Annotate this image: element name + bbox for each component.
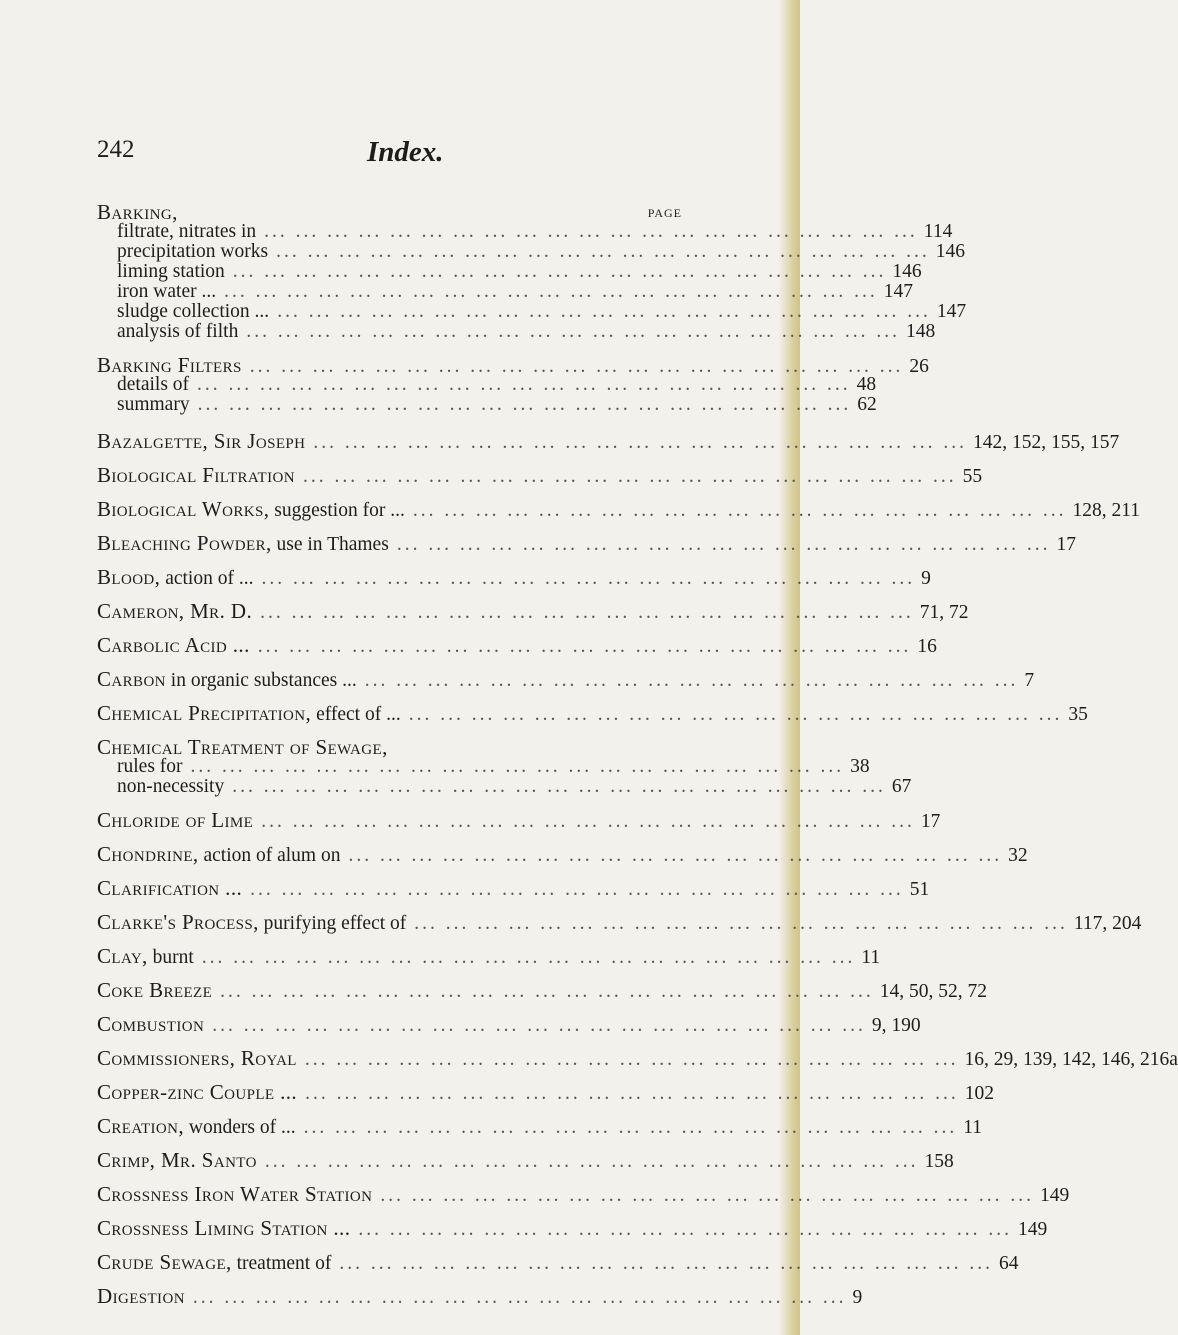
- entry-headword: Biological Works,: [97, 497, 270, 521]
- entry-page-numbers: 16: [917, 636, 937, 657]
- entry-page-numbers: 32: [1008, 845, 1028, 866]
- entry-heading-row: [97, 978, 988, 1002]
- dot-leader: ... ... ... ... ... ... ... ... ... ... ... ... ... ... ... ... ... ... ... ... ...: [264, 1151, 919, 1172]
- page-title: Index.: [367, 136, 444, 168]
- entry-headword: Clarification ...: [97, 876, 243, 900]
- dot-leader: ... ... ... ... ... ... ... ... ... ... ... ... ... ... ... ... ... ... ... ... ...: [224, 281, 878, 302]
- dot-leader: ... ... ... ... ... ... ... ... ... ... ... ... ... ... ... ... ... ... ... ... ...: [408, 704, 1063, 725]
- entry-headword: Combustion: [97, 1012, 205, 1036]
- entry-page-numbers: 35: [1068, 704, 1088, 725]
- entry-page-numbers: 17: [920, 811, 941, 832]
- index-list: [97, 200, 1178, 1308]
- index-entry: [97, 429, 1120, 453]
- index-entry: [97, 944, 881, 968]
- entry-qualifier: use in Thames: [271, 534, 389, 555]
- entry-heading-text: [97, 1014, 212, 1036]
- index-entry: [97, 1080, 994, 1104]
- entry-heading-row: [97, 429, 1120, 453]
- subentry-text: summary: [117, 394, 190, 415]
- entry-heading-row: [97, 1046, 1178, 1070]
- index-entry: [97, 1148, 954, 1172]
- entry-heading-row: [97, 633, 937, 657]
- entry-page-numbers: 17: [1056, 534, 1076, 555]
- entry-page-numbers: 64: [998, 1253, 1019, 1274]
- dot-leader: ... ... ... ... ... ... ... ... ... ... ... ... ... ... ... ... ... ... ... ... ...: [304, 1049, 959, 1070]
- dot-leader: ... ... ... ... ... ... ... ... ... ... ... ... ... ... ... ... ... ... ... ... ...: [276, 241, 930, 262]
- index-entry: [97, 531, 1076, 555]
- index-entry: [97, 599, 969, 623]
- subentry-page-numbers: 146: [935, 241, 965, 262]
- dot-leader: ... ... ... ... ... ... ... ... ... ... ... ... ... ... ... ... ... ... ... ... ...: [339, 1253, 993, 1274]
- entry-headword: Blood,: [97, 565, 161, 589]
- entry-headword: Clay,: [97, 944, 148, 968]
- entry-page-numbers: 149: [1018, 1219, 1048, 1240]
- entry-page-numbers: 11: [963, 1117, 983, 1138]
- entry-headword: Bazalgette, Sir Joseph: [97, 429, 306, 453]
- subentry-text: precipitation works: [117, 241, 269, 262]
- index-entry: [97, 978, 988, 1002]
- entry-heading-text: [97, 1286, 193, 1308]
- index-entry: [97, 910, 1142, 934]
- dot-leader: ... ... ... ... ... ... ... ... ... ... ... ... ... ... ... ... ... ... ... ... ...: [190, 756, 845, 777]
- entry-heading-text: [97, 1048, 305, 1070]
- dot-leader: ... ... ... ... ... ... ... ... ... ... ... ... ... ... ... ... ... ... ... ... ...: [212, 1015, 866, 1036]
- dot-leader: ... ... ... ... ... ... ... ... ... ... ... ... ... ... ... ... ... ... ... ... ...: [261, 568, 916, 589]
- entry-heading-row: [97, 1080, 994, 1104]
- entry-headword: Clarke's Process,: [97, 910, 259, 934]
- entry-qualifier: action of alum on: [198, 845, 341, 866]
- entry-heading-text: [97, 703, 409, 725]
- subentry-page-numbers: 62: [857, 394, 877, 415]
- entry-headword: Crossness Iron Water Station: [97, 1182, 373, 1206]
- entry-heading-text: [97, 465, 303, 487]
- entry-headword: Cameron, Mr. D.: [97, 599, 253, 623]
- entry-page-numbers: 55: [962, 466, 983, 487]
- entry-heading-row: [97, 1250, 1019, 1274]
- dot-leader: ... ... ... ... ... ... ... ... ... ... ... ... ... ... ... ... ... ... ... ... ...: [257, 636, 912, 657]
- entry-headword: Carbolic Acid ...: [97, 633, 250, 657]
- dot-leader: ... ... ... ... ... ... ... ... ... ... ... ... ... ... ... ... ... ... ... ... ...: [380, 1185, 1035, 1206]
- entry-qualifier: treatment of: [231, 1253, 332, 1274]
- entry-qualifier: suggestion for ...: [269, 500, 405, 521]
- subentry-row: [97, 321, 936, 342]
- entry-page-numbers: 117, 204: [1073, 913, 1142, 934]
- index-entry: [97, 200, 967, 342]
- dot-leader: ... ... ... ... ... ... ... ... ... ... ... ... ... ... ... ... ... ... ... ... ...: [197, 374, 851, 395]
- entry-qualifier: action of ...: [160, 568, 254, 589]
- entry-heading-text: [97, 1116, 304, 1138]
- entry-heading-row: [97, 497, 1140, 521]
- dot-leader: ... ... ... ... ... ... ... ... ... ... ... ... ... ... ... ... ... ... ... ... ...: [232, 776, 886, 797]
- dot-leader: ... ... ... ... ... ... ... ... ... ... ... ... ... ... ... ... ... ... ... ... ...: [302, 466, 957, 487]
- entry-headword: Crude Sewage,: [97, 1250, 232, 1274]
- entry-heading-text: [97, 567, 261, 589]
- entry-heading-row: [97, 842, 1028, 866]
- entry-heading-text: [97, 533, 397, 555]
- entry-heading-row: [97, 701, 1088, 725]
- entry-headword: Crimp, Mr. Santo: [97, 1148, 257, 1172]
- entry-heading-text: [97, 499, 413, 521]
- entry-heading-row: [97, 808, 941, 832]
- entry-headword: Barking,: [97, 200, 178, 224]
- index-entry: [97, 1250, 1019, 1274]
- entry-heading-row: [97, 1216, 1048, 1240]
- subentry-page-numbers: 147: [883, 281, 913, 302]
- subentry-page-numbers: 147: [936, 301, 967, 322]
- index-entry: [97, 667, 1035, 691]
- entry-page-numbers: 71, 72: [919, 602, 969, 623]
- entry-headword: Chondrine,: [97, 842, 199, 866]
- index-entry: [97, 1284, 863, 1308]
- dot-leader: ... ... ... ... ... ... ... ... ... ... ... ... ... ... ... ... ... ... ... ... ...: [303, 1117, 958, 1138]
- entry-headword: Coke Breeze: [97, 978, 213, 1002]
- index-entry: [97, 463, 983, 487]
- index-entry: [97, 1216, 1048, 1240]
- entry-page-numbers: 7: [1024, 670, 1035, 691]
- dot-leader: ... ... ... ... ... ... ... ... ... ... ... ... ... ... ... ... ... ... ... ... ...: [277, 301, 931, 322]
- entry-heading-text: [97, 810, 261, 832]
- entry-qualifier: burnt: [147, 947, 194, 968]
- subentry-text: sludge collection ...: [117, 301, 270, 322]
- entry-heading-text: [97, 946, 202, 968]
- dot-leader: ... ... ... ... ... ... ... ... ... ... ... ... ... ... ... ... ... ... ... ... ...: [246, 321, 900, 342]
- entry-headword: Barking Filters: [97, 353, 242, 377]
- dot-leader: ... ... ... ... ... ... ... ... ... ... ... ... ... ... ... ... ... ... ... ... ...: [192, 1287, 847, 1308]
- entry-page-numbers: 51: [909, 879, 930, 900]
- entry-heading-row: [97, 463, 983, 487]
- entry-heading-row: [97, 1114, 983, 1138]
- entry-page-numbers: 128, 211: [1072, 500, 1140, 521]
- subentry-text: details of: [117, 374, 190, 395]
- entry-headword: Chemical Treatment of Sewage,: [97, 735, 388, 759]
- dot-leader: ... ... ... ... ... ... ... ... ... ... ... ... ... ... ... ... ... ... ... ... ...: [261, 811, 915, 832]
- entry-headword: Biological Filtration: [97, 463, 295, 487]
- entry-page-numbers: 11: [861, 947, 881, 968]
- dot-leader: ... ... ... ... ... ... ... ... ... ... ... ... ... ... ... ... ... ... ... ... ...: [250, 879, 904, 900]
- page-number: 242: [97, 136, 135, 163]
- entry-heading-row: [97, 1012, 921, 1036]
- entry-heading-text: [97, 737, 388, 759]
- subentry-text: iron water ...: [117, 281, 217, 302]
- subentry-row: [97, 241, 965, 262]
- entry-page-numbers: 9: [921, 568, 931, 589]
- entry-page-numbers: 16, 29, 139, 142, 146, 216a: [964, 1049, 1178, 1070]
- dot-leader: ... ... ... ... ... ... ... ... ... ... ... ... ... ... ... ... ... ... ... ... ...: [197, 394, 852, 415]
- index-entry: [97, 735, 912, 797]
- entry-qualifier: wonders of ...: [184, 1117, 296, 1138]
- subentry-text: analysis of filth: [117, 321, 239, 342]
- entry-page-numbers: 149: [1040, 1185, 1070, 1206]
- entry-heading-row: [97, 202, 682, 222]
- subentry-page-numbers: 38: [850, 756, 870, 777]
- subentry-text: non-necessity: [117, 776, 225, 797]
- entry-heading-text: [97, 912, 414, 934]
- entry-heading-row: [97, 531, 1076, 555]
- subentry-row: [97, 756, 870, 777]
- dot-leader: ... ... ... ... ... ... ... ... ... ... ... ... ... ... ... ... ... ... ... ... ...: [232, 261, 887, 282]
- dot-leader: ... ... ... ... ... ... ... ... ... ... ... ... ... ... ... ... ... ... ... ... ...: [358, 1219, 1012, 1240]
- entry-page-numbers: 26: [909, 356, 929, 377]
- page-column-label: PAGE: [647, 206, 682, 220]
- dot-leader: ... ... ... ... ... ... ... ... ... ... ... ... ... ... ... ... ... ... ... ... ...: [364, 670, 1019, 691]
- subentry-page-numbers: 114: [923, 221, 953, 242]
- entry-headword: Chloride of Lime: [97, 808, 254, 832]
- entry-heading-row: [97, 876, 930, 900]
- subentry-row: [97, 776, 912, 797]
- entry-qualifier: effect of ...: [311, 704, 401, 725]
- dot-leader: ... ... ... ... ... ... ... ... ... ... ... ... ... ... ... ... ... ... ... ... ...: [201, 947, 856, 968]
- index-entry: [97, 808, 941, 832]
- subentry-row: [97, 301, 967, 322]
- entry-page-numbers: 142, 152, 155, 157: [973, 432, 1120, 453]
- subentry-row: [97, 221, 953, 242]
- entry-page-numbers: 102: [964, 1083, 994, 1104]
- entry-qualifier: purifying effect of: [258, 913, 407, 934]
- dot-leader: ... ... ... ... ... ... ... ... ... ... ... ... ... ... ... ... ... ... ... ... ...: [414, 913, 1068, 934]
- subentry-row: [97, 261, 922, 282]
- subentry-page-numbers: 48: [856, 374, 877, 395]
- entry-headword: Copper-zinc Couple ...: [97, 1080, 298, 1104]
- page-header: [97, 136, 697, 176]
- entry-heading-text: [97, 1184, 380, 1206]
- subentry-text: rules for: [117, 756, 183, 777]
- index-entry: [97, 1046, 1178, 1070]
- entry-headword: Carbon: [97, 667, 166, 691]
- entry-headword: Bleaching Powder,: [97, 531, 272, 555]
- entry-qualifier: in organic substances ...: [165, 670, 357, 691]
- entry-heading-text: [97, 1150, 265, 1172]
- entry-heading-row: [97, 565, 931, 589]
- subentry-row: [97, 394, 877, 415]
- index-entry: [97, 842, 1028, 866]
- entry-heading-row: [97, 599, 969, 623]
- entry-heading-row: [97, 1284, 863, 1308]
- entry-page-numbers: 158: [924, 1151, 954, 1172]
- entry-page-numbers: 9: [852, 1287, 863, 1308]
- entry-heading-text: [97, 669, 365, 691]
- entry-page-numbers: 9, 190: [871, 1015, 921, 1036]
- dot-leader: ... ... ... ... ... ... ... ... ... ... ... ... ... ... ... ... ... ... ... ... ...: [412, 500, 1067, 521]
- entry-heading-text: [97, 980, 220, 1002]
- entry-heading-text: [97, 1252, 339, 1274]
- subentry-row: [97, 281, 913, 302]
- index-entry: [97, 1012, 921, 1036]
- entry-heading-text: [97, 601, 260, 623]
- dot-leader: ... ... ... ... ... ... ... ... ... ... ... ... ... ... ... ... ... ... ... ... ...: [313, 432, 968, 453]
- entry-heading-text: [97, 202, 178, 224]
- subentry-page-numbers: 148: [905, 321, 936, 342]
- entry-heading-row: [97, 944, 881, 968]
- index-entry: [97, 497, 1140, 521]
- entry-heading-row: [97, 737, 682, 757]
- entry-heading-text: [97, 878, 250, 900]
- subentry-text: filtrate, nitrates in: [117, 221, 257, 242]
- entry-headword: Commissioners, Royal: [97, 1046, 297, 1070]
- subentry-page-numbers: 67: [891, 776, 912, 797]
- subentry-page-numbers: 146: [892, 261, 922, 282]
- entry-heading-row: [97, 1182, 1070, 1206]
- index-entry: [97, 565, 931, 589]
- entry-heading-text: [97, 431, 313, 453]
- entry-headword: Crossness Liming Station ...: [97, 1216, 351, 1240]
- subentry-text: liming station: [117, 261, 225, 282]
- dot-leader: ... ... ... ... ... ... ... ... ... ... ... ... ... ... ... ... ... ... ... ... ...: [260, 602, 914, 623]
- dot-leader: ... ... ... ... ... ... ... ... ... ... ... ... ... ... ... ... ... ... ... ... ...: [348, 845, 1003, 866]
- entry-headword: Creation,: [97, 1114, 185, 1138]
- entry-heading-row: [97, 353, 929, 377]
- subentry-row: [97, 374, 877, 395]
- entry-page-numbers: 14, 50, 52, 72: [879, 981, 988, 1002]
- dot-leader: ... ... ... ... ... ... ... ... ... ... ... ... ... ... ... ... ... ... ... ... ...: [220, 981, 874, 1002]
- entry-heading-row: [97, 1148, 954, 1172]
- dot-leader: ... ... ... ... ... ... ... ... ... ... ... ... ... ... ... ... ... ... ... ... ...: [396, 534, 1051, 555]
- entry-heading-text: [97, 1218, 358, 1240]
- index-entry: [97, 876, 930, 900]
- index-entry: [97, 353, 929, 415]
- entry-heading-row: [97, 667, 1035, 691]
- index-entry: [97, 633, 937, 657]
- dot-leader: ... ... ... ... ... ... ... ... ... ... ... ... ... ... ... ... ... ... ... ... ...: [264, 221, 918, 242]
- entry-heading-text: [97, 1082, 305, 1104]
- entry-headword: Digestion: [97, 1284, 185, 1308]
- entry-heading-text: [97, 844, 348, 866]
- entry-heading-row: [97, 910, 1142, 934]
- dot-leader: ... ... ... ... ... ... ... ... ... ... ... ... ... ... ... ... ... ... ... ... ...: [305, 1083, 959, 1104]
- dot-leader: ... ... ... ... ... ... ... ... ... ... ... ... ... ... ... ... ... ... ... ... ...: [249, 356, 904, 377]
- entry-headword: Chemical Precipitation,: [97, 701, 312, 725]
- entry-heading-text: [97, 635, 258, 657]
- index-entry: [97, 1182, 1070, 1206]
- index-entry: [97, 701, 1088, 725]
- index-entry: [97, 1114, 983, 1138]
